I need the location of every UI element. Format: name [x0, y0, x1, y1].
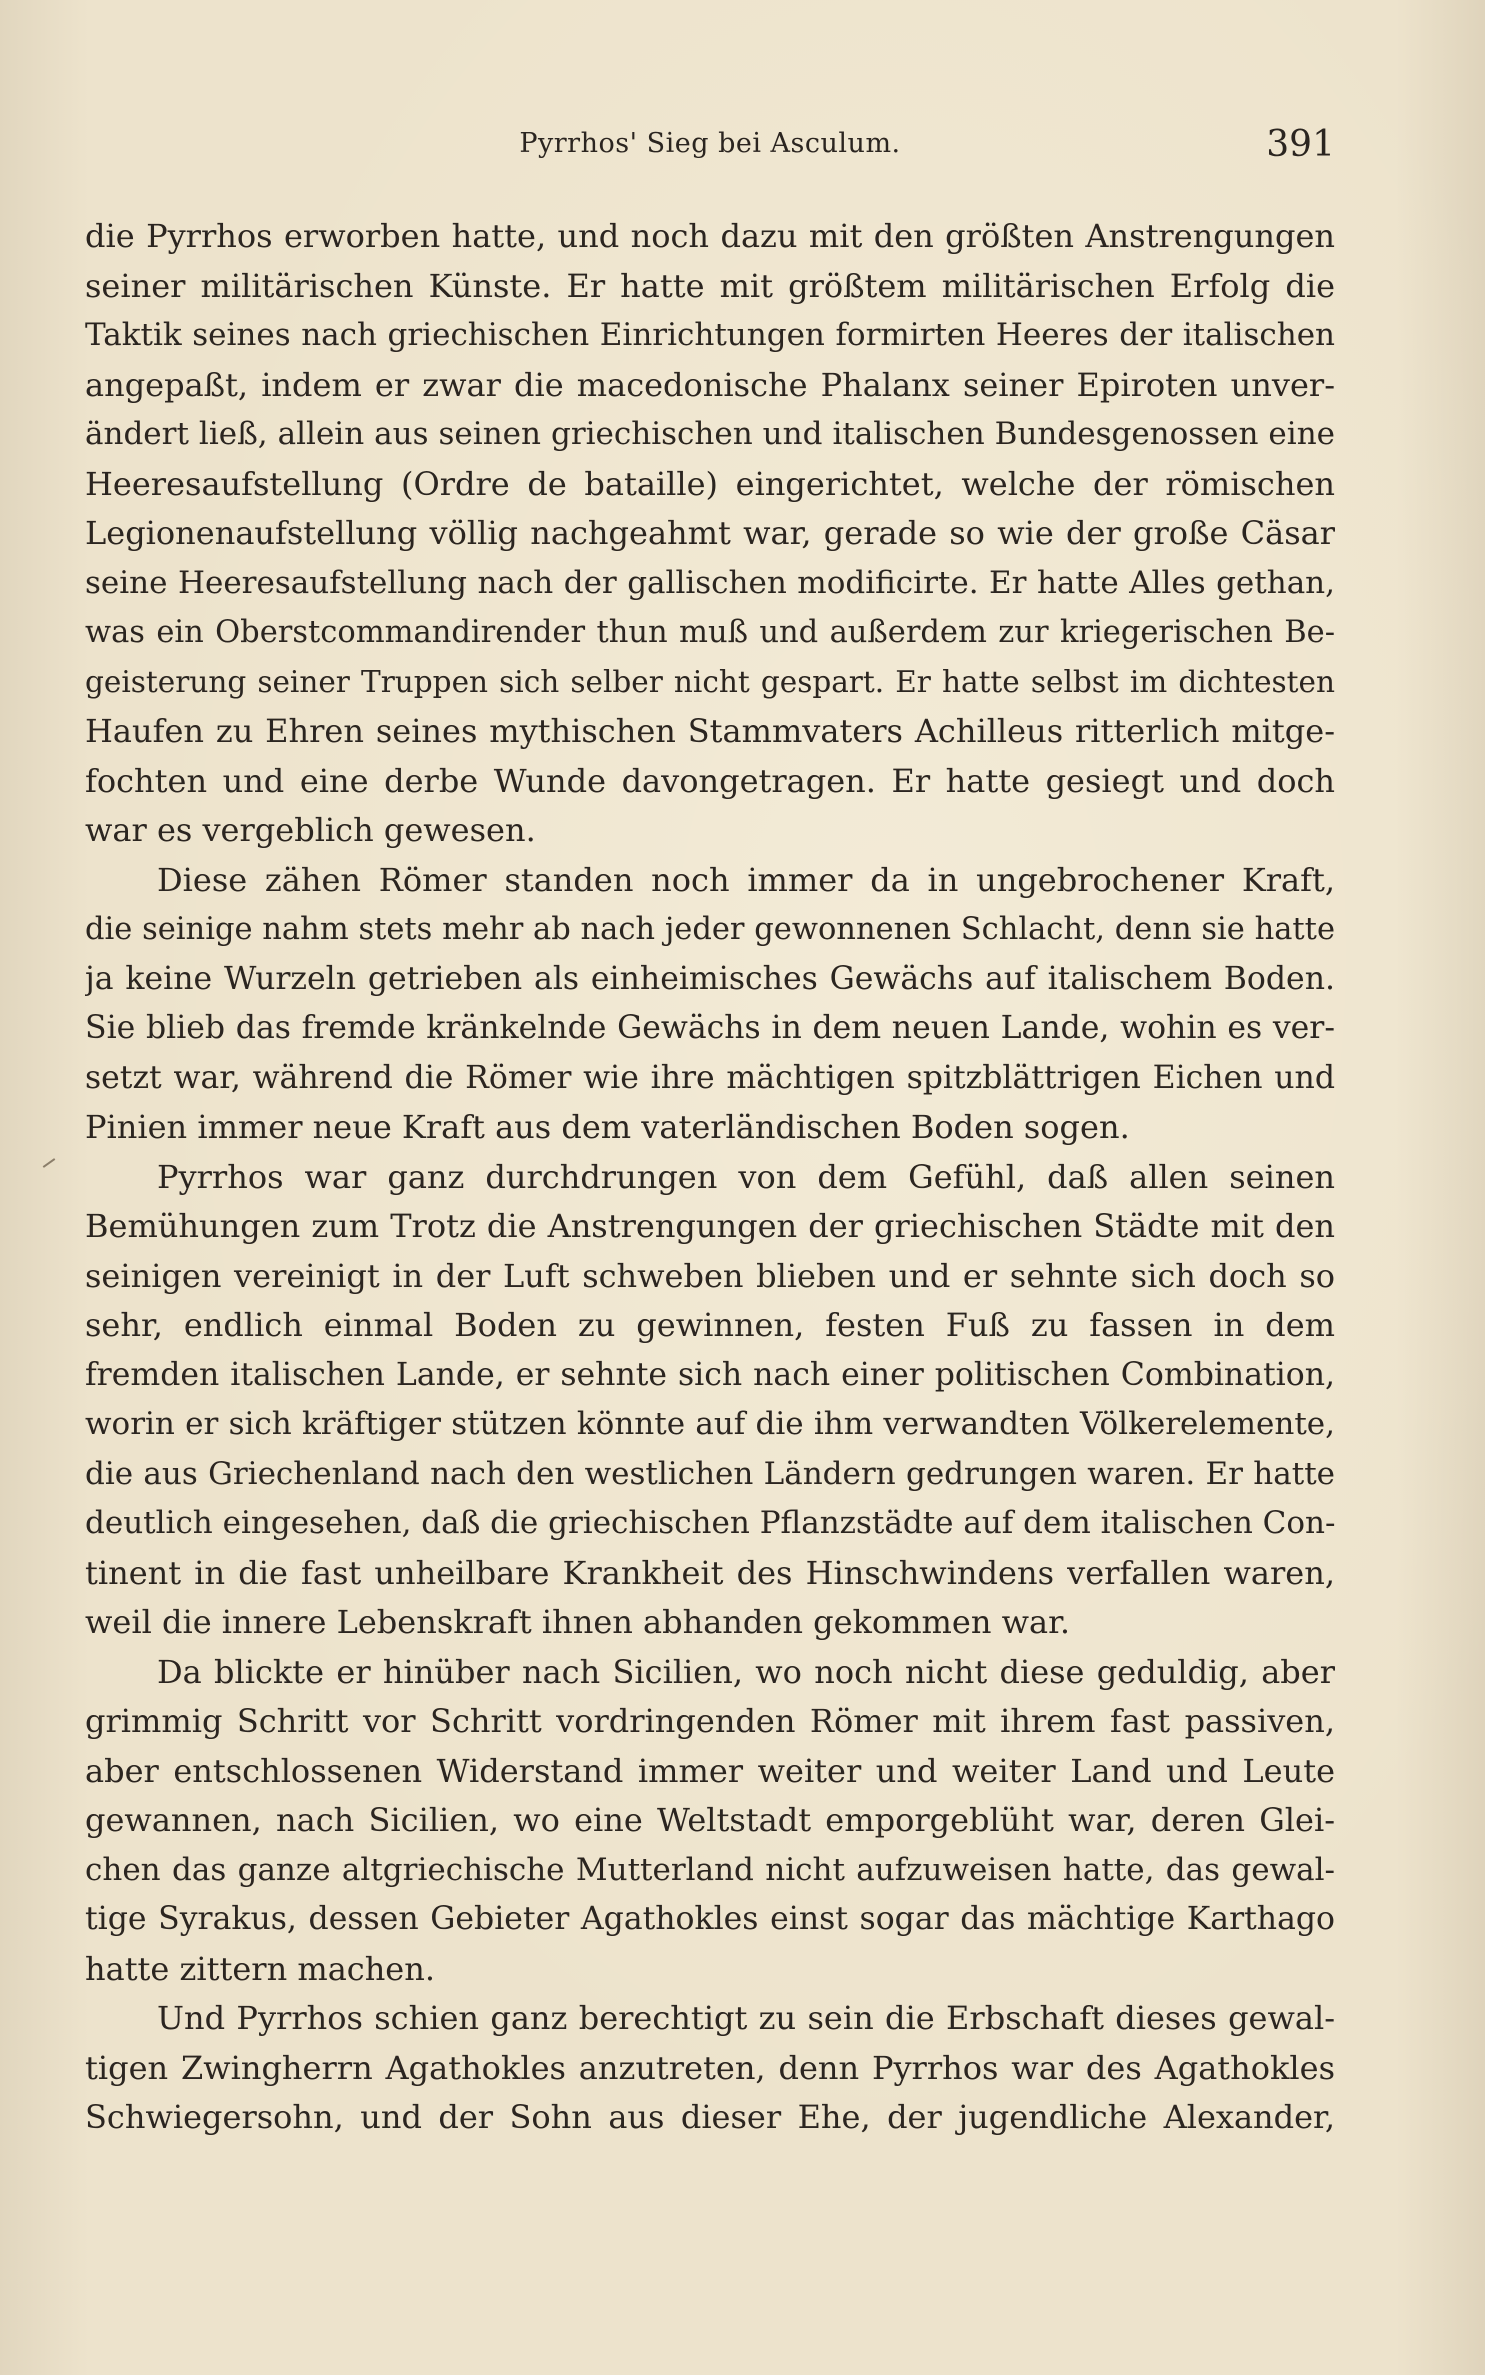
text-line: Sie blieb das fremde kränkelnde Gewächs in dem neuen Lande, wohin es ver- — [85, 1010, 1335, 1046]
text-line: Legionenaufstellung völlig nachgeahmt war, gerade so wie der große Cäsar — [85, 514, 1335, 552]
page-number: 391 — [1266, 124, 1335, 165]
text-line: sehr, endlich einmal Boden zu gewinnen, festen Fuß zu fassen in dem — [85, 1306, 1335, 1344]
text-line: was ein Oberstcommandirender thun muß und außerdem zur kriegerischen Be- — [85, 615, 1335, 650]
text-line: tige Syrakus, dessen Gebieter Agathokles einst sogar das mächtige Karthago — [85, 1901, 1335, 1937]
text-line: geisterung seiner Truppen sich selber nicht gespart. Er hatte selbst im dichtesten — [85, 664, 1335, 699]
text-line: Pinien immer neue Kraft aus dem vaterländischen Boden sogen. — [85, 1108, 1130, 1146]
text-line: fremden italischen Lande, er sehnte sich nach einer politischen Combination, — [85, 1356, 1335, 1393]
text-line: seiner militärischen Künste. Er hatte mit größtem militärischen Erfolg die — [85, 266, 1335, 305]
text-line: setzt war, während die Römer wie ihre mächtigen spitzblättrigen Eichen und — [85, 1059, 1335, 1096]
text-line: worin er sich kräftiger stützen könnte auf die ihm verwandten Völkerelemente, — [85, 1406, 1335, 1442]
text-line: seine Heeresaufstellung nach der gallischen modificirte. Er hatte Alles gethan, — [85, 564, 1335, 601]
text-line: ja keine Wurzeln getrieben als einheimisches Gewächs auf italischem Boden. — [85, 960, 1335, 997]
text-line: die Pyrrhos erworben hatte, und noch dazu mit den größten Anstrengungen — [85, 217, 1335, 255]
text-line: hatte zittern machen. — [85, 1949, 436, 1988]
text-line: fochten und eine derbe Wunde davongetragen. Er hatte gesiegt und doch — [85, 761, 1335, 800]
body-text — [85, 212, 1335, 2143]
text-line: grimmig Schritt vor Schritt vordringenden Römer mit ihrem fast passiven, — [85, 1702, 1335, 1740]
text-line: Taktik seines nach griechischen Einrichtungen formirten Heeres der italischen — [85, 317, 1335, 353]
text-line: tinent in die fast unheilbare Krankheit des Hinschwindens verfallen waren, — [85, 1553, 1335, 1592]
text-line: Pyrrhos war ganz durchdrungen von dem Gefühl, daß allen seinen — [157, 1157, 1335, 1196]
text-line: seinigen vereinigt in der Luft schweben blieben und er sehnte sich doch so — [85, 1256, 1335, 1295]
text-line: Diese zähen Römer standen noch immer da in ungebrochener Kraft, — [157, 860, 1335, 899]
margin-pencil-mark — [43, 1158, 56, 1168]
text-line: die seinige nahm stets mehr ab nach jeder gewonnenen Schlacht, denn sie hatte — [85, 912, 1335, 947]
text-line: weil die innere Lebenskraft ihnen abhanden gekommen war. — [85, 1603, 1071, 1641]
text-line: gewannen, nach Sicilien, wo eine Weltstadt emporgeblüht war, deren Glei- — [85, 1801, 1335, 1839]
text-line: Bemühungen zum Trotz die Anstrengungen der griechischen Städte mit den — [85, 1207, 1335, 1245]
text-line: angepaßt, indem er zwar die macedonische Phalanx seiner Epiroten unver- — [85, 365, 1335, 404]
text-line: die aus Griechenland nach den westlichen Ländern gedrungen waren. Er hatte — [85, 1455, 1335, 1492]
text-line: aber entschlossenen Widerstand immer weiter und weiter Land und Leute — [85, 1751, 1335, 1790]
text-line: Haufen zu Ehren seines mythischen Stammvaters Achilleus ritterlich mitge- — [85, 712, 1335, 750]
text-line: ändert ließ, allein aus seinen griechischen und italischen Bundesgenossen eine — [85, 416, 1335, 452]
text-line: chen das ganze altgriechische Mutterland nicht aufzuweisen hatte, das gewal- — [85, 1851, 1335, 1888]
running-head — [85, 124, 1335, 178]
text-line: Und Pyrrhos schien ganz berechtigt zu sein die Erbschaft dieses gewal- — [157, 1999, 1335, 2037]
text-line: Heeresaufstellung (Ordre de bataille) eingerichtet, welche der römischen — [85, 464, 1335, 503]
text-line: war es vergeblich gewesen. — [85, 811, 536, 849]
text-line: tigen Zwingherrn Agathokles anzutreten, denn Pyrrhos war des Agathokles — [85, 2048, 1335, 2087]
text-line: deutlich eingesehen, daß die griechischen Pflanzstädte auf dem italischen Con- — [85, 1505, 1335, 1541]
text-line: Schwiegersohn, und der Sohn aus dieser Ehe, der jugendliche Alexander, — [85, 2098, 1335, 2136]
text-line: Da blickte er hinüber nach Sicilien, wo noch nicht diese geduldig, aber — [157, 1652, 1335, 1691]
running-title: Pyrrhos' Sieg bei Asculum. — [519, 128, 901, 159]
